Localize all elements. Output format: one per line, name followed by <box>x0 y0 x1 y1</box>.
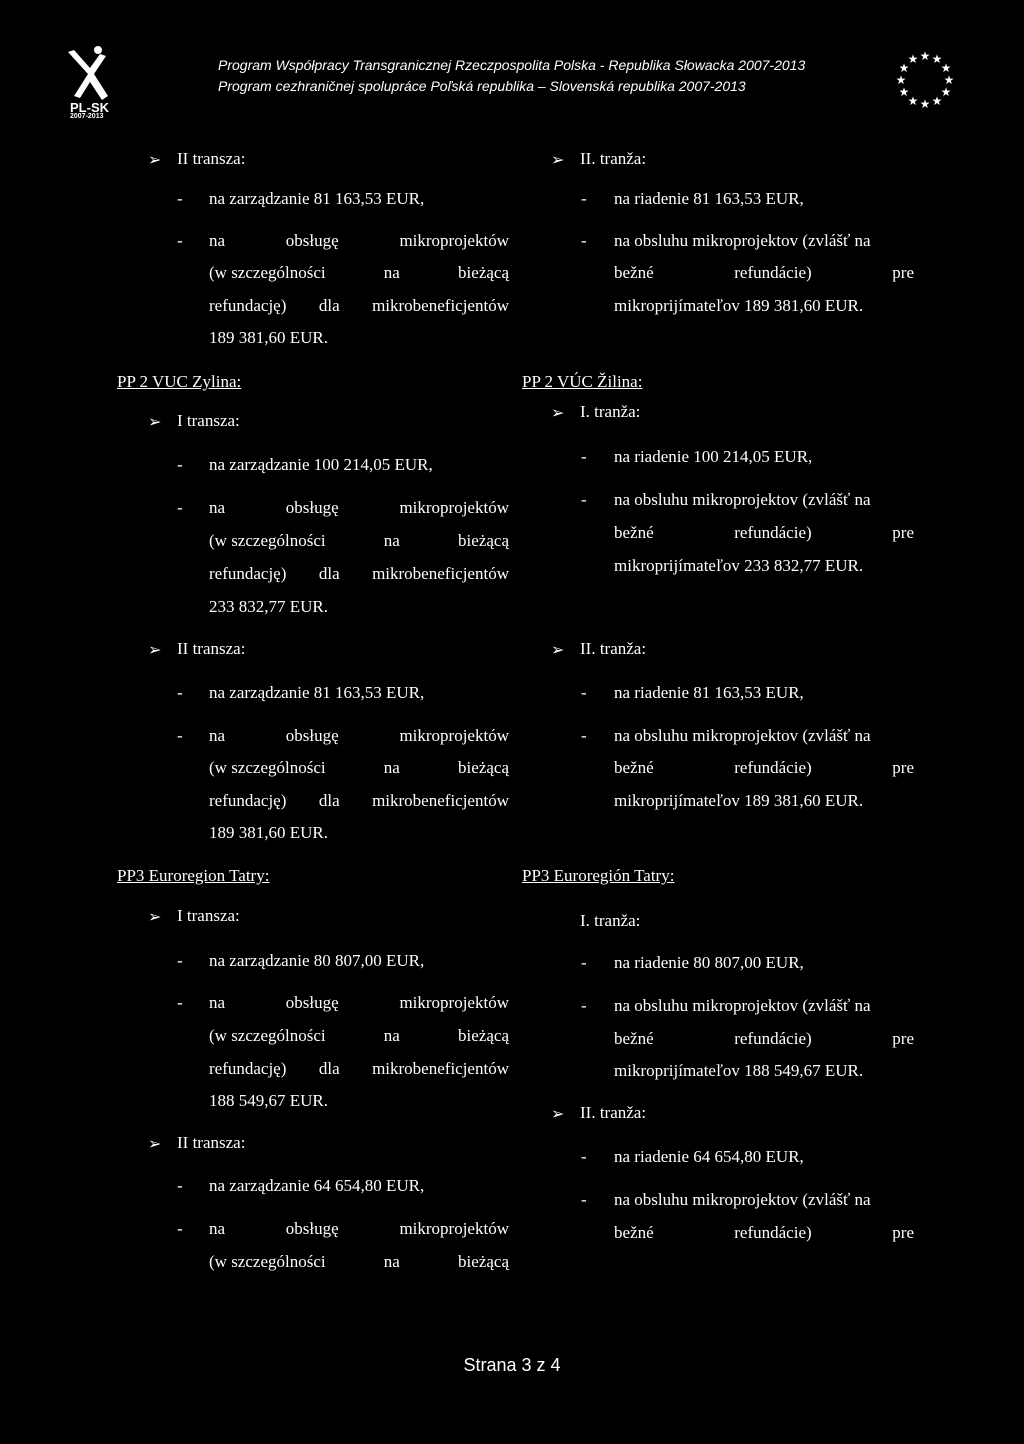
svg-text:★: ★ <box>898 61 910 75</box>
left-service-line <box>209 564 509 584</box>
right-service-line: na obsluhu mikroprojektov (zvlášť na <box>614 726 871 745</box>
left-service-line <box>209 1219 509 1239</box>
dash: - <box>581 447 587 466</box>
left-service-line <box>209 1059 509 1079</box>
word: bieżącą <box>458 531 509 550</box>
dash: - <box>177 951 183 970</box>
partner-heading-pp2: PP 2 VUC Zylina: <box>117 372 242 391</box>
left-service-line <box>209 263 509 283</box>
left-tranche-heading: II transza: <box>177 639 246 658</box>
dash: - <box>581 189 587 208</box>
word: bežné <box>614 1029 654 1048</box>
word: (w szczególności <box>209 531 326 550</box>
svg-text:★: ★ <box>940 61 952 75</box>
word: mikroprojektów <box>399 498 509 517</box>
bullet-arrow-icon: ➢ <box>148 152 162 169</box>
word: obsługę <box>285 1219 339 1238</box>
word: bieżącą <box>458 1252 509 1271</box>
dash: - <box>177 1176 183 1195</box>
right-service-line <box>614 523 914 543</box>
word: dla <box>318 1059 340 1078</box>
dash: - <box>177 498 183 517</box>
bullet-arrow-icon: ➢ <box>551 642 565 659</box>
bullet-arrow-icon: ➢ <box>148 1136 162 1153</box>
logo-years: 2007-2013 <box>70 113 104 120</box>
left-service-line <box>209 993 509 1013</box>
word: na <box>383 1252 400 1271</box>
word: pre <box>892 263 914 282</box>
word: dla <box>318 296 340 315</box>
word: refundację) <box>209 296 287 315</box>
bullet-arrow-icon: ➢ <box>551 405 565 422</box>
word: dla <box>318 564 340 583</box>
word: bežné <box>614 523 654 542</box>
word: refundację) <box>209 791 287 810</box>
left-service-line <box>209 1252 509 1272</box>
right-management-amount: na riadenie 81 163,53 EUR, <box>614 683 804 702</box>
word: na <box>209 1219 226 1238</box>
dash: - <box>177 683 183 702</box>
left-service-amount: 189 381,60 EUR. <box>209 823 328 842</box>
left-service-line <box>209 531 509 551</box>
svg-text:★: ★ <box>898 85 910 99</box>
word: mikroprojektów <box>399 1219 509 1238</box>
word: (w szczególności <box>209 1026 326 1045</box>
word: refundácie) <box>734 758 812 777</box>
right-tranche-heading: II. tranža: <box>580 149 647 168</box>
word: na <box>209 993 226 1012</box>
bullet-arrow-icon: ➢ <box>148 642 162 659</box>
left-tranche-heading: I transza: <box>177 906 240 925</box>
svg-text:★: ★ <box>907 52 919 66</box>
partner-heading-pp3: PP3 Euroregion Tatry: <box>117 866 270 885</box>
word: refundácie) <box>734 1029 812 1048</box>
word: refundácie) <box>734 523 812 542</box>
dash: - <box>581 1147 587 1166</box>
left-service-line <box>209 726 509 746</box>
word: mikrobeneficjentów <box>372 1059 509 1078</box>
right-management-amount: na riadenie 81 163,53 EUR, <box>614 189 804 208</box>
word: mikrobeneficjentów <box>372 296 509 315</box>
word: bieżącą <box>458 263 509 282</box>
word: bežné <box>614 758 654 777</box>
right-tranche-heading: I. tranža: <box>580 402 641 421</box>
bullet-arrow-icon: ➢ <box>551 152 565 169</box>
right-service-line: na obsluhu mikroprojektov (zvlášť na <box>614 490 871 509</box>
right-service-amount: mikroprijímateľov 233 832,77 EUR. <box>614 556 864 575</box>
word: obsługę <box>285 993 339 1012</box>
left-management-amount: na zarządzanie 81 163,53 EUR, <box>209 189 425 208</box>
dash: - <box>581 683 587 702</box>
svg-text:★: ★ <box>940 85 952 99</box>
word: obsługę <box>285 231 339 250</box>
word: mikrobeneficjentów <box>372 791 509 810</box>
word: na <box>209 726 226 745</box>
left-service-line <box>209 296 509 316</box>
word: bežné <box>614 263 654 282</box>
right-tranche-heading: I. tranža: <box>580 911 641 930</box>
right-service-line <box>614 263 914 283</box>
page-header <box>0 0 1024 125</box>
word: na <box>209 498 226 517</box>
program-title-pl: Program Współpracy Transgranicznej Rzeczpospolita Polska - Republika Słowacka 2007-2013 <box>218 57 806 73</box>
word: obsługę <box>285 726 339 745</box>
page-number: Strana 3 z 4 <box>463 1355 561 1375</box>
dash: - <box>581 490 587 509</box>
svg-text:★: ★ <box>931 94 943 108</box>
left-tranche-heading: II transza: <box>177 149 246 168</box>
word: refundację) <box>209 564 287 583</box>
word: (w szczególności <box>209 263 326 282</box>
word: dla <box>318 791 340 810</box>
word: mikroprojektów <box>399 231 509 250</box>
left-service-line <box>209 791 509 811</box>
right-service-line: na obsluhu mikroprojektov (zvlášť na <box>614 996 871 1015</box>
right-service-line <box>614 758 914 778</box>
dash: - <box>581 953 587 972</box>
dash: - <box>581 996 587 1015</box>
word: mikroprojektów <box>399 726 509 745</box>
eu-stars-icon <box>895 50 955 112</box>
dash: - <box>177 1219 183 1238</box>
right-service-line: na obsluhu mikroprojektov (zvlášť na <box>614 231 871 250</box>
right-service-amount: mikroprijímateľov 188 549,67 EUR. <box>614 1061 864 1080</box>
word: pre <box>892 1223 914 1242</box>
word: bieżącą <box>458 1026 509 1045</box>
logo-text: PL-SK <box>70 100 109 115</box>
word: na <box>383 531 400 550</box>
dash: - <box>581 726 587 745</box>
left-service-line <box>209 1026 509 1046</box>
word: (w szczególności <box>209 758 326 777</box>
word: mikroprojektów <box>399 993 509 1012</box>
word: na <box>383 263 400 282</box>
right-tranche-heading: II. tranža: <box>580 1103 647 1122</box>
left-service-amount: 189 381,60 EUR. <box>209 328 328 347</box>
svg-text:★: ★ <box>919 97 931 111</box>
left-management-amount: na zarządzanie 81 163,53 EUR, <box>209 683 425 702</box>
bullet-arrow-icon: ➢ <box>551 1106 565 1123</box>
word: refundácie) <box>734 1223 812 1242</box>
left-service-line <box>209 498 509 518</box>
partner-heading-pp3-sk: PP3 Euroregión Tatry: <box>522 866 675 885</box>
right-service-amount: mikroprijímateľov 189 381,60 EUR. <box>614 791 864 810</box>
bullet-arrow-icon: ➢ <box>148 909 162 926</box>
word: na <box>383 758 400 777</box>
word: na <box>209 231 226 250</box>
left-service-amount: 233 832,77 EUR. <box>209 597 328 616</box>
word: refundácie) <box>734 263 812 282</box>
dash: - <box>581 231 587 250</box>
word: pre <box>892 523 914 542</box>
dash: - <box>581 1190 587 1209</box>
program-title-sk: Program cezhraničnej spolupráce Poľská republika – Slovenská republika 2007-2013 <box>218 78 746 94</box>
dash: - <box>177 231 183 250</box>
right-service-amount: mikroprijímateľov 189 381,60 EUR. <box>614 296 864 315</box>
right-management-amount: na riadenie 80 807,00 EUR, <box>614 953 804 972</box>
word: (w szczególności <box>209 1252 326 1271</box>
svg-text:★: ★ <box>907 94 919 108</box>
word: pre <box>892 758 914 777</box>
dash: - <box>177 455 183 474</box>
bullet-arrow-icon: ➢ <box>148 414 162 431</box>
word: bieżącą <box>458 758 509 777</box>
word: bežné <box>614 1223 654 1242</box>
left-management-amount: na zarządzanie 100 214,05 EUR, <box>209 455 433 474</box>
word: mikrobeneficjentów <box>372 564 509 583</box>
svg-text:★: ★ <box>943 73 955 87</box>
word: refundację) <box>209 1059 287 1078</box>
left-tranche-heading: II transza: <box>177 1133 246 1152</box>
left-service-line <box>209 231 509 251</box>
dash: - <box>177 993 183 1012</box>
left-tranche-heading: I transza: <box>177 411 240 430</box>
left-management-amount: na zarządzanie 80 807,00 EUR, <box>209 951 425 970</box>
left-service-amount: 188 549,67 EUR. <box>209 1091 328 1110</box>
word: obsługę <box>285 498 339 517</box>
left-management-amount: na zarządzanie 64 654,80 EUR, <box>209 1176 425 1195</box>
svg-text:★: ★ <box>931 52 943 66</box>
word: pre <box>892 1029 914 1048</box>
dash: - <box>177 726 183 745</box>
right-management-amount: na riadenie 100 214,05 EUR, <box>614 447 813 466</box>
right-service-line: na obsluhu mikroprojektov (zvlášť na <box>614 1190 871 1209</box>
right-service-line <box>614 1029 914 1049</box>
right-service-line <box>614 1223 914 1243</box>
left-service-line <box>209 758 509 778</box>
partner-heading-pp2-sk: PP 2 VÚC Žilina: <box>522 372 643 391</box>
right-management-amount: na riadenie 64 654,80 EUR, <box>614 1147 804 1166</box>
dash: - <box>177 189 183 208</box>
right-tranche-heading: II. tranža: <box>580 639 647 658</box>
svg-text:★: ★ <box>919 50 931 63</box>
svg-text:★: ★ <box>895 73 907 87</box>
word: na <box>383 1026 400 1045</box>
